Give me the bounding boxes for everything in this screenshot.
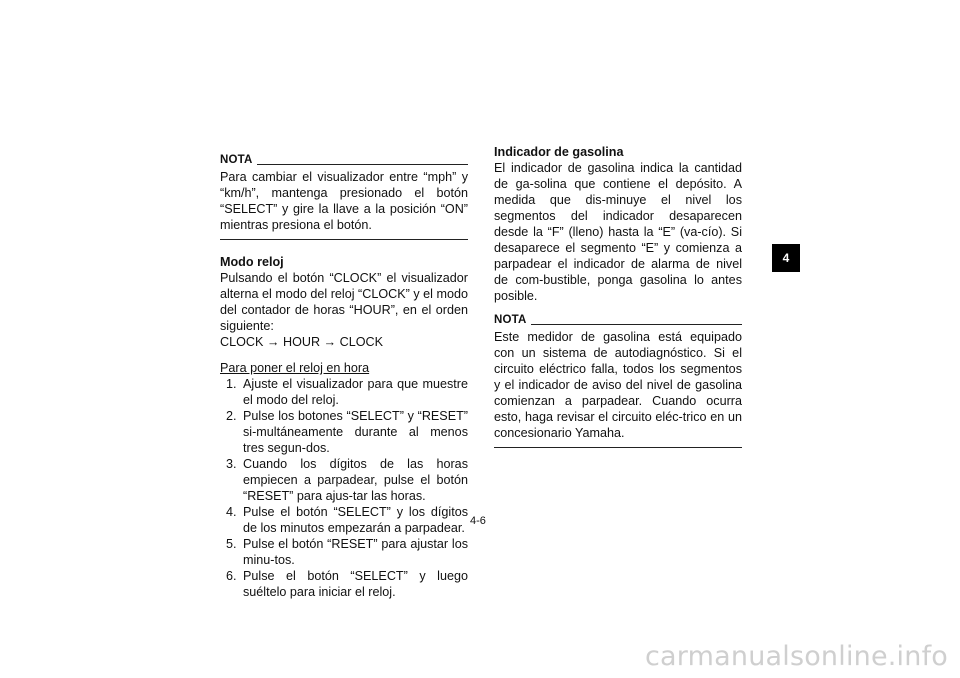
- set-clock-heading: Para poner el reloj en hora: [220, 361, 370, 375]
- clock-mode-heading: Modo reloj: [220, 255, 284, 269]
- list-item: 3. Cuando los dígitos de las horas empiecen a parpadear, pulse el botón “RESET” para ajus-tar las horas.: [226, 457, 468, 503]
- watermark: carmanualsonline.info: [645, 641, 948, 672]
- clock-sequence: CLOCK → HOUR → CLOCK: [220, 335, 384, 349]
- nota-text: Para cambiar el visualizador entre “mph” y “km/h”, mantenga presionado el botón “SELECT” y gire la llave a la posición “ON” mientras presiona el botón.: [220, 170, 468, 232]
- fuel-gauge-heading: Indicador de gasolina: [494, 145, 624, 159]
- list-item: 4. Pulse el botón “SELECT” y los dígitos de los minutos empezarán a parpadear.: [226, 505, 468, 535]
- right-column: [494, 144, 742, 448]
- nota-divider: [257, 164, 468, 165]
- nota-header: [220, 152, 468, 168]
- nota-end-divider: [494, 447, 742, 448]
- nota-divider: [531, 324, 742, 325]
- nota-label: NOTA: [220, 154, 253, 166]
- nota-text: Este medidor de gasolina está equipado con un sistema de autodiagnóstico. Si el circuito eléctrico falla, todos los segmentos y el indicador de aviso del nivel de gasolina comienzan a parpadear. Cuando ocurra esto, haga revisar el circuito eléc-trico en un concesionario Yamaha.: [494, 330, 742, 440]
- chapter-tab: 4: [772, 244, 800, 272]
- list-item: 5. Pulse el botón “RESET” para ajustar los minu-tos.: [226, 537, 468, 567]
- list-item: 6. Pulse el botón “SELECT” y luego suéltelo para iniciar el reloj.: [226, 569, 468, 599]
- list-item: 2. Pulse los botones “SELECT” y “RESET” si-multáneamente durante al menos tres segun-dos.: [226, 409, 468, 455]
- nota-label: NOTA: [494, 314, 527, 326]
- set-clock-steps: [220, 376, 468, 600]
- left-column: [220, 152, 468, 600]
- nota-end-divider: [220, 239, 468, 240]
- page-number: 4-6: [470, 515, 486, 527]
- fuel-gauge-text: El indicador de gasolina indica la cantidad de ga-solina que contiene el depósito. A medida que dis-minuye el nivel los segmentos del indicador desaparecen desde la “F” (lleno) hasta la “E” (va-cío). Si desaparece el segmento “E” y comienza a parpadear el indicador de alarma de nivel de com-bustible, ponga gasolina lo antes posible.: [494, 161, 742, 303]
- clock-mode-text: Pulsando el botón “CLOCK” el visualizador alterna el modo del reloj “CLOCK” y el modo del contador de horas “HOUR”, en el orden siguiente:: [220, 271, 468, 333]
- nota-header: [494, 312, 742, 328]
- list-item: 1. Ajuste el visualizador para que muestre el modo del reloj.: [226, 377, 468, 407]
